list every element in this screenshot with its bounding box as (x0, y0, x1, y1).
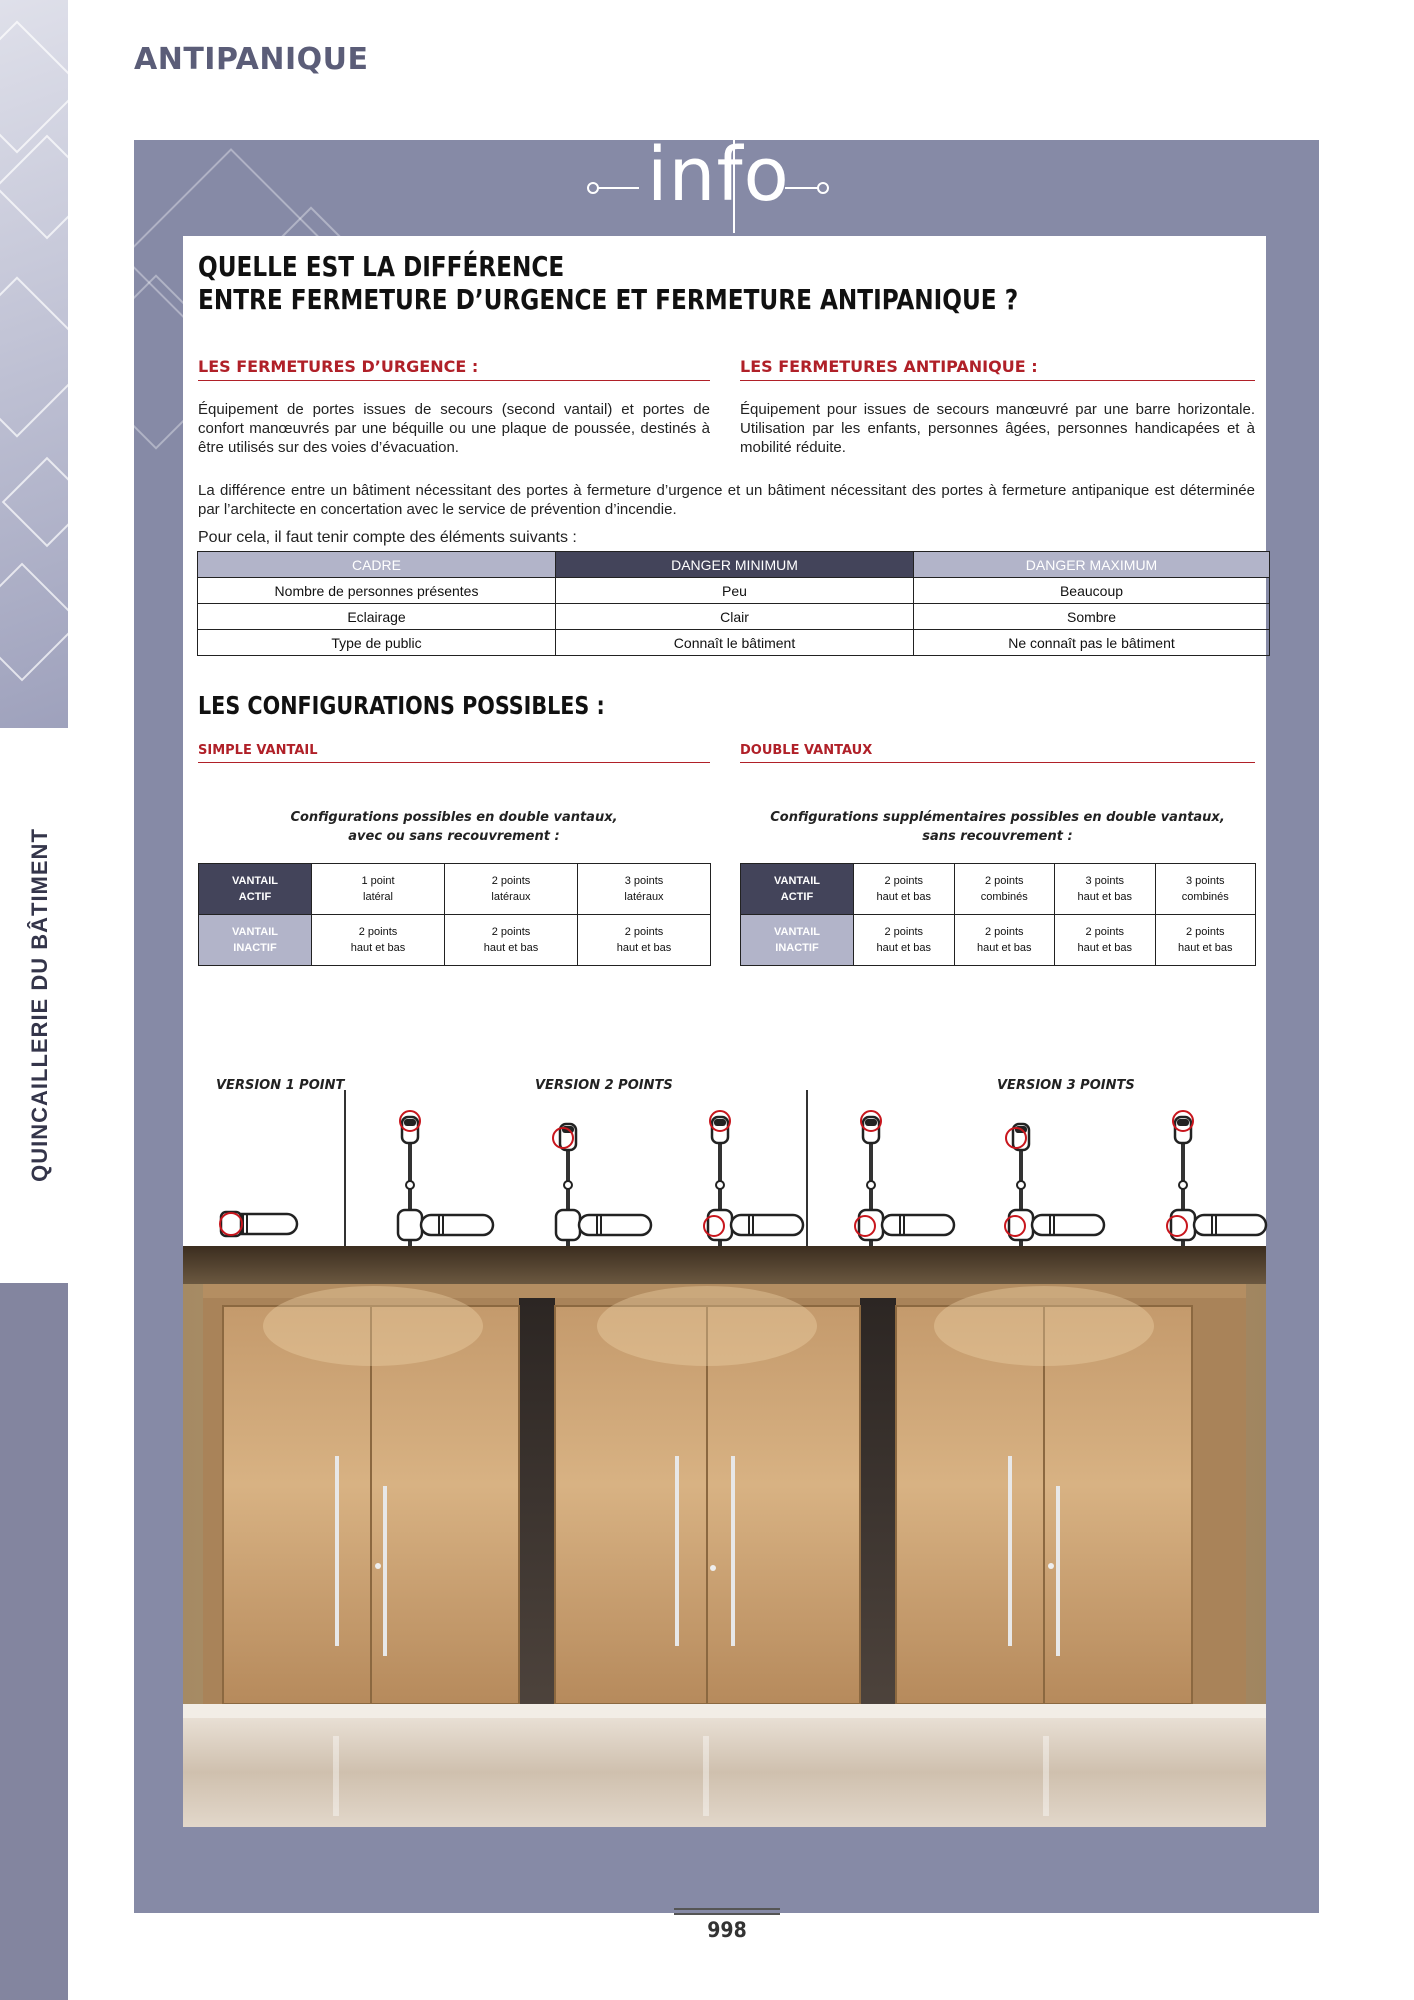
antipanique-subheading: LES FERMETURES ANTIPANIQUE : (740, 357, 1255, 381)
simple-config-caption-line1: Configurations possibles en double vantaux, (290, 810, 618, 825)
lock-diagram-v2-b (553, 1124, 651, 1246)
lock-diagram-v1 (220, 1212, 297, 1236)
table-cell: 3 points combinés (1155, 864, 1256, 915)
table-cell: Type de public (198, 630, 556, 656)
table-cell: Beaucoup (914, 578, 1270, 604)
urgence-subheading: LES FERMETURES D’URGENCE : (198, 357, 710, 381)
doors-photo (183, 1246, 1266, 1827)
table-cell: Peu (556, 578, 914, 604)
lock-diagram-v3-b (1005, 1124, 1104, 1246)
vantail-inactif-label: VANTAIL INACTIF (741, 915, 854, 966)
table-cell: 2 points haut et bas (1055, 915, 1156, 966)
content-card (183, 236, 1266, 1827)
side-category-label: QUINCAILLERIE DU BÂTIMENT (27, 828, 52, 1182)
version-1-point-label: VERSION 1 POINT (216, 1078, 345, 1093)
vantail-inactif-label: VANTAIL INACTIF (199, 915, 312, 966)
table-cell: 2 points haut et bas (445, 915, 578, 966)
table-cell: 2 points haut et bas (954, 915, 1055, 966)
table-cell: 2 points haut et bas (854, 915, 955, 966)
intro-lead: Pour cela, il faut tenir compte des éléments suivants : (198, 529, 577, 546)
simple-vantail-subheading: SIMPLE VANTAIL (198, 743, 710, 763)
card-heading-line1: QUELLE EST LA DIFFÉRENCE (198, 250, 565, 283)
table-cell: 3 points latéraux (578, 864, 711, 915)
antipanique-description: Équipement pour issues de secours manœuvré par une barre horizontale. Utilisation par les enfants, personnes âgées, personnes handicapées et à mobilité réduite. (740, 401, 1255, 456)
side-decoration-top (0, 0, 68, 728)
page-number-rule-top (674, 1908, 780, 1910)
table-cell: 3 points haut et bas (1055, 864, 1156, 915)
table-cell: Clair (556, 604, 914, 630)
table-cell: Sombre (914, 604, 1270, 630)
table-cell: 2 points haut et bas (854, 864, 955, 915)
vantail-actif-label: VANTAIL ACTIF (199, 864, 312, 915)
table-cell: 2 points haut et bas (312, 915, 445, 966)
configurations-title: LES CONFIGURATIONS POSSIBLES : (198, 691, 605, 720)
page-number: 998 (707, 1918, 747, 1942)
table-cell: 2 points haut et bas (578, 915, 711, 966)
side-decoration-bottom (0, 1283, 68, 2000)
table-cell: Ne connaît pas le bâtiment (914, 630, 1270, 656)
table-cell: 1 point latéral (312, 864, 445, 915)
page-title: ANTIPANIQUE (134, 42, 369, 77)
intro-paragraph: La différence entre un bâtiment nécessitant des portes à fermeture d’urgence et un bâtiment nécessitant des portes à fermeture antipanique est déterminée par l’architecte en concertation avec le service de prévention d’incendie. (198, 482, 1255, 518)
double-config-caption-line2: sans recouvrement : (922, 829, 1073, 844)
table-cell: 2 points combinés (954, 864, 1055, 915)
lock-diagrams (183, 236, 1266, 1246)
table-cell: Nombre de personnes présentes (198, 578, 556, 604)
lock-diagram-v3-c (1167, 1111, 1266, 1246)
table-cell: Connaît le bâtiment (556, 630, 914, 656)
table-cell: Eclairage (198, 604, 556, 630)
urgence-description: Équipement de portes issues de secours (second vantail) et portes de confort manœuvrés par une béquille ou une plaque de poussée, destinés à être utilisés sur des voies d’évacuation. (198, 401, 710, 456)
simple-config-caption-line2: avec ou sans recouvrement : (348, 829, 560, 844)
info-badge-label: info (647, 132, 790, 218)
header-cadre: CADRE (198, 552, 556, 578)
version-3-points-label: VERSION 3 POINTS (997, 1078, 1135, 1093)
vantail-actif-label: VANTAIL ACTIF (741, 864, 854, 915)
header-danger-maximum: DANGER MAXIMUM (914, 552, 1270, 578)
lock-diagram-v2-a (398, 1111, 493, 1246)
double-vantaux-subheading: DOUBLE VANTAUX (740, 743, 1255, 763)
lock-diagram-v3-a (855, 1111, 954, 1246)
table-cell: 2 points haut et bas (1155, 915, 1256, 966)
page-number-rule-bottom (674, 1913, 780, 1915)
lock-diagram-v2-c (704, 1111, 803, 1246)
card-heading-line2: ENTRE FERMETURE D’URGENCE ET FERMETURE ANTIPANIQUE ? (198, 283, 1019, 316)
header-danger-minimum: DANGER MINIMUM (556, 552, 914, 578)
double-config-caption-line1: Configurations supplémentaires possibles en double vantaux, (770, 810, 1225, 825)
table-cell: 2 points latéraux (445, 864, 578, 915)
version-2-points-label: VERSION 2 POINTS (535, 1078, 673, 1093)
